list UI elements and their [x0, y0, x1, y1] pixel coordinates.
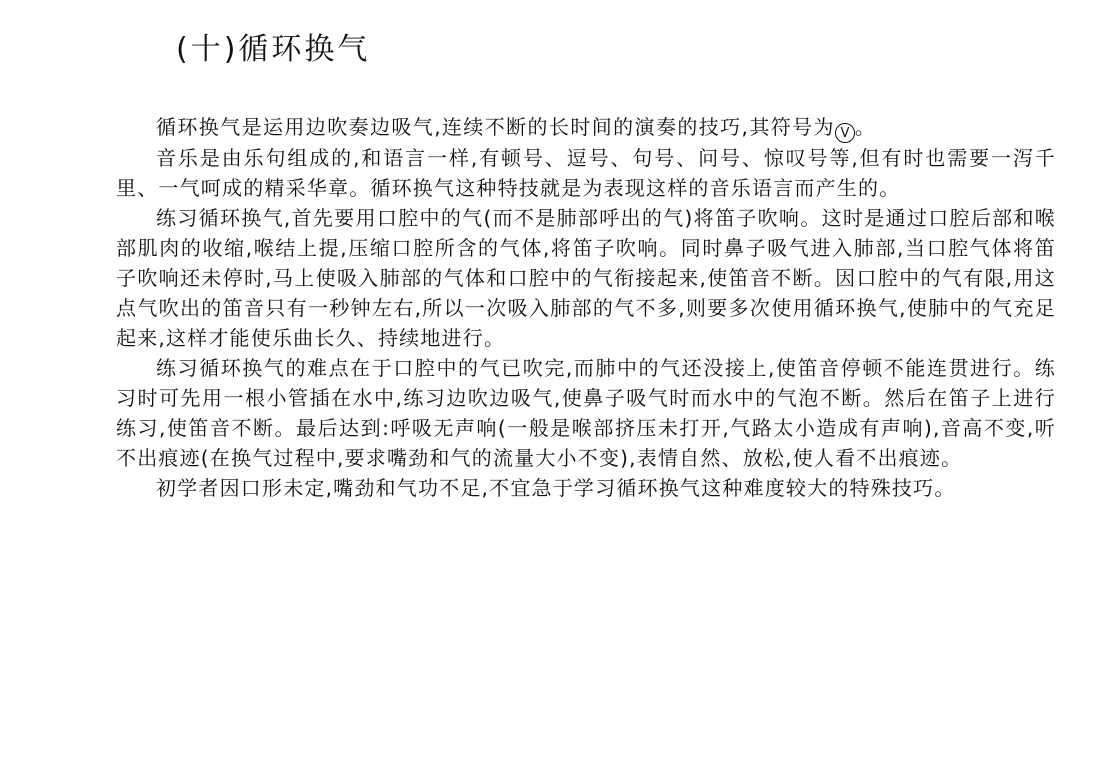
section-title: (十)循环换气 — [176, 32, 371, 67]
paragraph-4: 练习循环换气的难点在于口腔中的气已吹完,而肺中的气还没接上,使笛音停顿不能连贯进行。练习时可先用一根小管插在水中,练习边吹边吸气,使鼻子吸气时而水中的气泡不断。然后在笛子上进行练习,使笛音不断。最后达到:呼吸无声响(一般是喉部挤压未打开,气路太小造成有声响),音高不变,听不出痕迹(在换气过程中,要求嘴劲和气的流量大小不变),表情自然、放松,使人看不出痕迹。 — [116, 356, 1056, 470]
circled-v-symbol-icon: V — [835, 123, 855, 143]
paragraph-1 — [116, 112, 1056, 143]
paragraph-3: 练习循环换气,首先要用口腔中的气(而不是肺部呼出的气)将笛子吹响。这时是通过口腔后部和喉部肌肉的收缩,喉结上提,压缩口腔所含的气体,将笛子吹响。同时鼻子吸气进入肺部,当口腔气体将笛子吹响还未停时,马上使吸入肺部的气体和口腔中的气衔接起来,使笛音不断。因口腔中的气有限,用这点气吹出的笛音只有一秒钟左右,所以一次吸入肺部的气不多,则要多次使用循环换气,使肺中的气充足起来,这样才能使乐曲长久、持续地进行。 — [116, 206, 1056, 350]
paragraph-2: 音乐是由乐句组成的,和语言一样,有顿号、逗号、句号、问号、惊叹号等,但有时也需要一泻千里、一气呵成的精采华章。循环换气这种特技就是为表现这样的音乐语言而产生的。 — [116, 146, 1056, 200]
paragraph-1-end: 。 — [854, 115, 877, 139]
paragraph-1-text: 循环换气是运用边吹奏边吸气,连续不断的长时间的演奏的技巧,其符号为 — [156, 115, 835, 139]
paragraph-5: 初学者因口形未定,嘴劲和气功不足,不宜急于学习循环换气这种难度较大的特殊技巧。 — [156, 476, 956, 500]
body-text — [116, 112, 1056, 503]
